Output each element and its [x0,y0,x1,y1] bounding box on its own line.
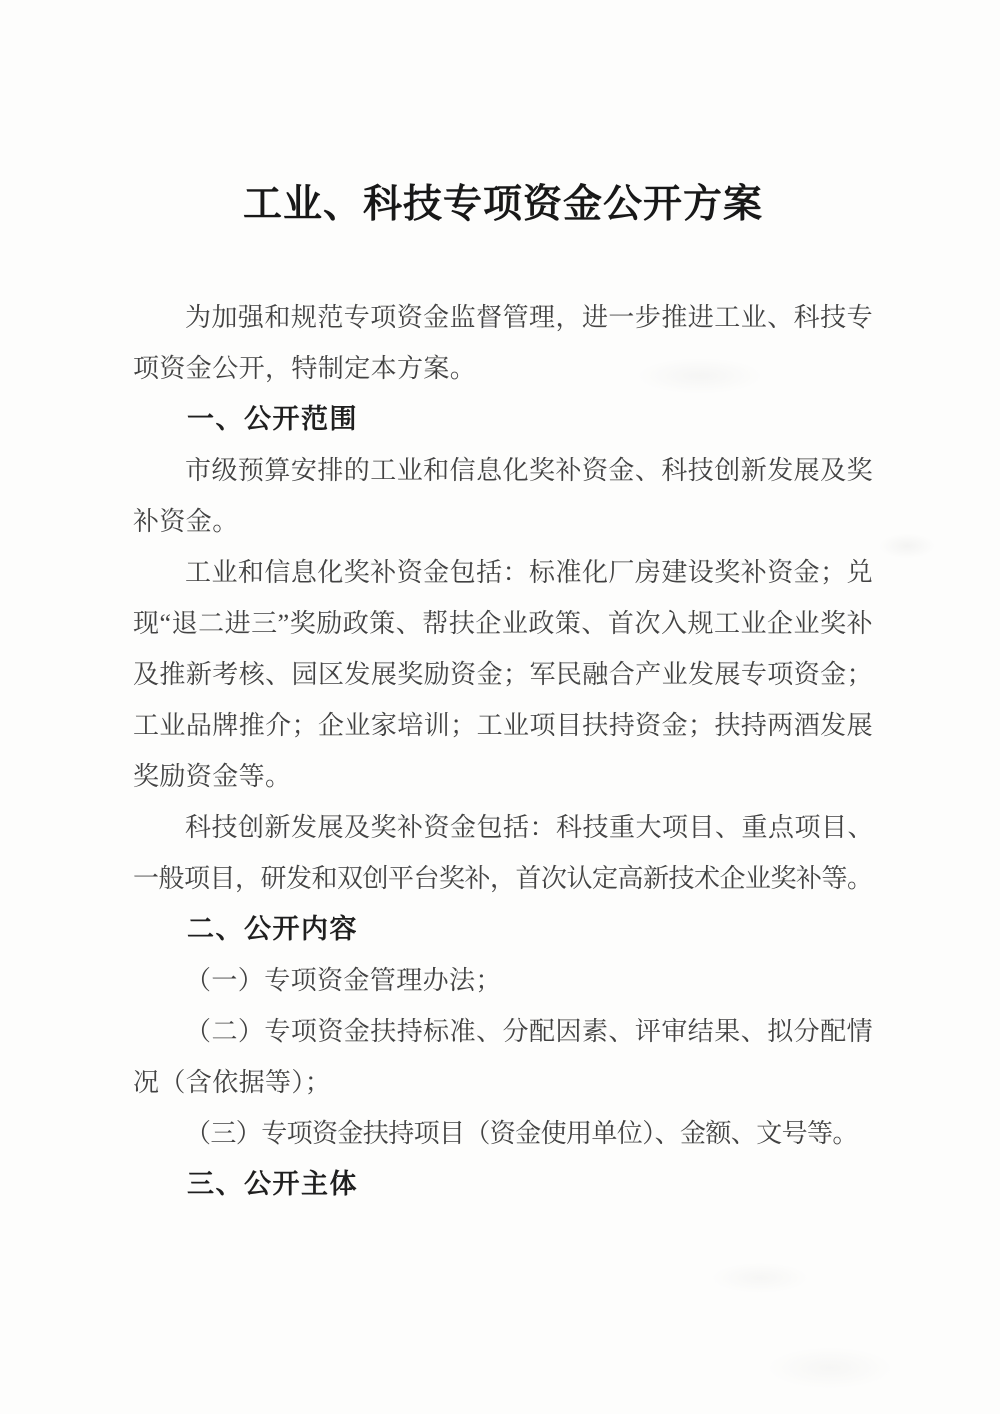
section-3-heading: 三、公开主体 [187,1169,358,1199]
section-1-scope-paragraph: 市级预算安排的工业和信息化奖补资金、科技创新发展及奖补资金。 [133,456,873,536]
industry-funds-paragraph: 工业和信息化奖补资金包括：标准化厂房建设奖补资金；兑现“退二进三”奖励政策、帮扶企业政策、首次入规工业企业奖补及推新考核、园区发展奖励资金；军民融合产业发展专项资金；工业品牌推介；企业家培训；工业项目扶持资金；扶持两酒发展奖励资金等。 [133,558,873,791]
disclosure-item-3-paragraph: （三）专项资金扶持项目（资金使用单位）、金额、文号等。 [185,1119,858,1148]
tech-funds-paragraph: 科技创新发展及奖补资金包括：科技重大项目、重点项目、一般项目，研发和双创平台奖补，首次认定高新技术企业奖补等。 [133,813,873,893]
document-title: 工业、科技专项资金公开方案 [242,183,763,226]
disclosure-item-2-paragraph: （二）专项资金扶持标准、分配因素、评审结果、拟分配情况（含依据等）； [133,1017,873,1097]
intro-paragraph: 为加强和规范专项资金监督管理，进一步推进工业、科技专项资金公开，特制定本方案。 [133,303,873,383]
section-1-heading: 一、公开范围 [187,404,358,434]
section-2-heading: 二、公开内容 [187,914,358,944]
disclosure-item-1-paragraph: （一）专项资金管理办法； [185,966,502,995]
